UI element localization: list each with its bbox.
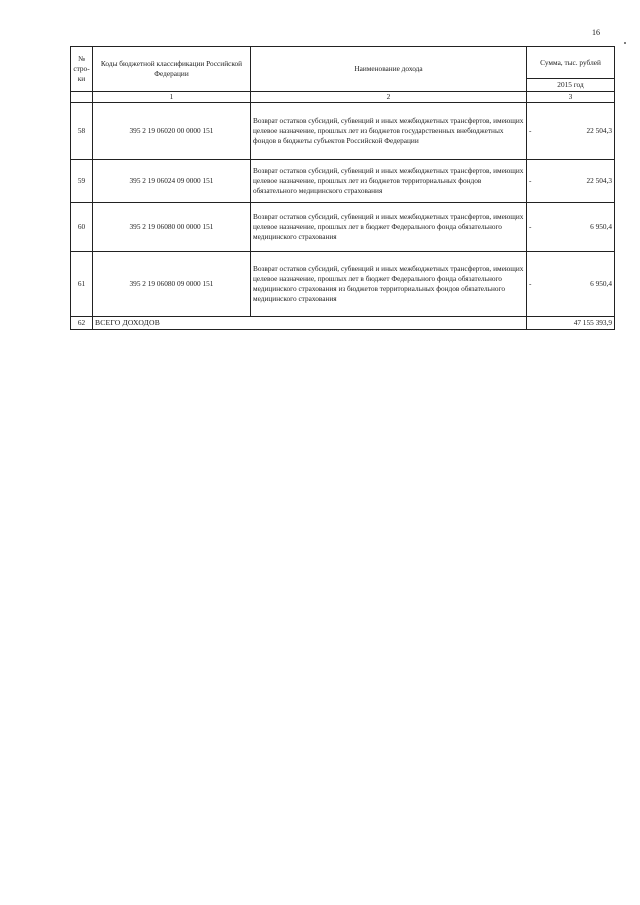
header-codes: Коды бюджетной классификации Российской Федерации bbox=[93, 47, 251, 92]
amount-prefix: - bbox=[529, 221, 532, 231]
column-index-row bbox=[71, 91, 615, 102]
amount-value: 6 950,4 bbox=[590, 221, 612, 231]
amount-prefix: - bbox=[529, 175, 532, 185]
column-index-2: 2 bbox=[251, 91, 527, 102]
amount-value: 22 504,3 bbox=[586, 175, 612, 185]
column-index-1: 1 bbox=[93, 91, 251, 102]
page-number: 16 bbox=[592, 28, 600, 37]
amount-value: 6 950,4 bbox=[590, 278, 612, 288]
total-row-number: 62 bbox=[71, 316, 93, 329]
header-row-no: № стро-ки bbox=[71, 47, 93, 92]
amount-cell bbox=[527, 202, 615, 251]
header-year: 2015 год bbox=[527, 79, 615, 92]
classification-code: 395 2 19 06080 09 0000 151 bbox=[93, 251, 251, 316]
table-row bbox=[71, 102, 615, 159]
amount-cell bbox=[527, 251, 615, 316]
amount-cell bbox=[527, 102, 615, 159]
row-number: 59 bbox=[71, 159, 93, 202]
classification-code: 395 2 19 06080 00 0000 151 bbox=[93, 202, 251, 251]
total-label-cell bbox=[93, 316, 527, 329]
header-name: Наименование дохода bbox=[251, 47, 527, 92]
classification-code: 395 2 19 06024 09 0000 151 bbox=[93, 159, 251, 202]
column-index-3: 3 bbox=[527, 91, 615, 102]
income-name: Возврат остатков субсидий, субвенций и иных межбюджетных трансфертов, имеющих целевое назначение, прошлых лет из бюджетов государственных внебюджетных фондов в бюджеты субъектов Российской Федерации bbox=[251, 102, 527, 159]
revenue-table bbox=[70, 46, 615, 330]
table-row bbox=[71, 202, 615, 251]
total-label: ВСЕГО ДОХОДОВ bbox=[95, 317, 160, 327]
income-name: Возврат остатков субсидий, субвенций и иных межбюджетных трансфертов, имеющих целевое назначение, прошлых лет в бюджет Федерального фонда обязательного медицинского страхования bbox=[251, 202, 527, 251]
amount-cell bbox=[527, 159, 615, 202]
income-name: Возврат остатков субсидий, субвенций и иных межбюджетных трансфертов, имеющих целевое назначение, прошлых лет в бюджет Федерального фонда обязательного медицинского страхования из бюджетов территориальных фондов обязательного медицинского страхования bbox=[251, 251, 527, 316]
row-number: 58 bbox=[71, 102, 93, 159]
row-number: 60 bbox=[71, 202, 93, 251]
table-row bbox=[71, 251, 615, 316]
total-amount: 47 155 393,9 bbox=[527, 316, 615, 329]
row-number: 61 bbox=[71, 251, 93, 316]
amount-prefix: - bbox=[529, 125, 532, 135]
amount-prefix: - bbox=[529, 278, 532, 288]
table-row bbox=[71, 159, 615, 202]
income-name: Возврат остатков субсидий, субвенций и иных межбюджетных трансфертов, имеющих целевое назначение, прошлых лет из бюджетов территориальных фондов обязательного медицинского страхования bbox=[251, 159, 527, 202]
scan-mark bbox=[624, 42, 626, 44]
amount-value: 22 504,3 bbox=[586, 125, 612, 135]
classification-code: 395 2 19 06020 00 0000 151 bbox=[93, 102, 251, 159]
column-index-blank bbox=[71, 91, 93, 102]
header-sum: Сумма, тыс. рублей bbox=[527, 47, 615, 79]
total-row bbox=[71, 316, 615, 329]
